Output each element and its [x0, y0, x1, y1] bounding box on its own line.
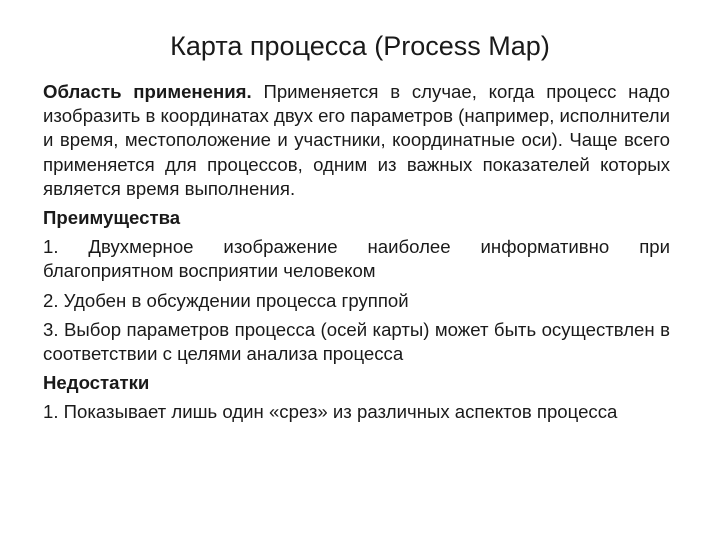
- advantages-heading: Преимущества: [43, 207, 181, 229]
- disadvantages-heading: Недостатки: [43, 372, 150, 394]
- disadvantage-item-1: 1. Показывает лишь один «срез» из различных аспектов процесса: [43, 401, 618, 423]
- scope-heading: Область применения.: [43, 81, 252, 102]
- scope-paragraph: [43, 80, 670, 201]
- scope-text: Применяется в случае, когда процесс надо изобразить в координатах двух его параметров (например, исполнители и время, местоположение и участники, координатные оси). Чаще всего применяется для процессов, одним из важных показателей которых является время выполнения.: [43, 81, 670, 199]
- slide-title: Карта процесса (Process Map): [170, 31, 550, 61]
- advantage-item-3: 3. Выбор параметров процесса (осей карты) может быть осуществлен в соответствии с целями анализа процесса: [43, 318, 670, 365]
- advantage-item-2: 2. Удобен в обсуждении процесса группой: [43, 289, 409, 311]
- slide-body: [43, 80, 670, 430]
- advantage-item-1: 1. Двухмерное изображение наиболее информативно при благоприятном восприятии человеком: [43, 236, 670, 282]
